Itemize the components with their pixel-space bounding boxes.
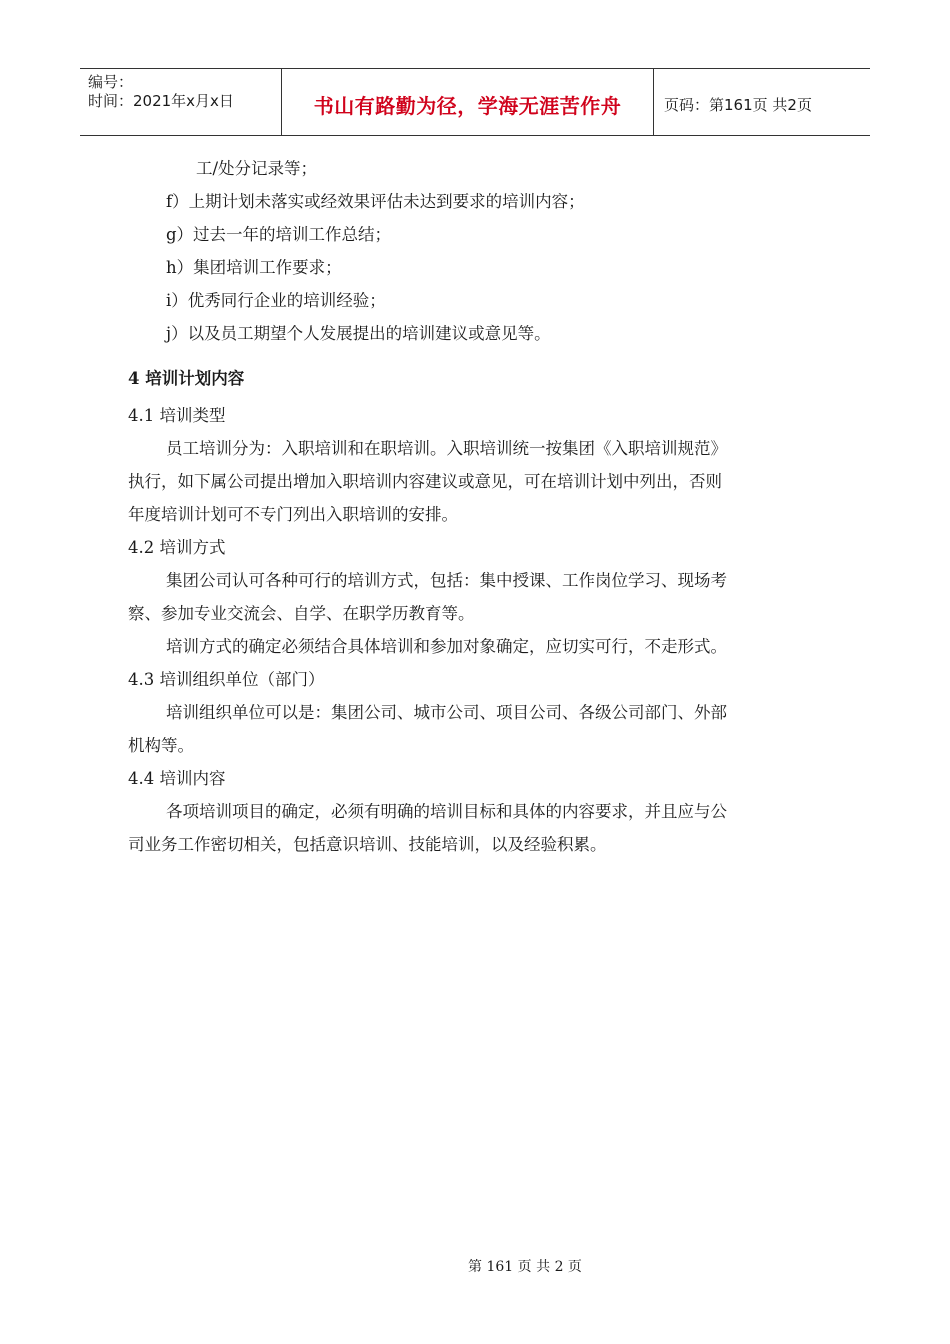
code-label: 编号： (88, 73, 134, 91)
header-motto: 书山有路勤为径，学海无涯苦作舟 (313, 93, 622, 118)
header-page-info: 页码：第161页 共2页 (664, 95, 812, 114)
list-item: j）以及员工期望个人发展提出的培训建议或意见等。 (166, 324, 551, 343)
paragraph-line: 执行，如下属公司提出增加入职培训内容建议或意见，可在培训计划中列出，否则 (128, 472, 722, 491)
time-label: 时间：2021年x月x日 (88, 92, 234, 110)
list-item: i）优秀同行企业的培训经验； (166, 291, 386, 310)
paragraph-line: 司业务工作密切相关，包括意识培训、技能培训，以及经验积累。 (128, 835, 607, 854)
header-meta (80, 69, 282, 135)
document-body (128, 152, 828, 861)
page-footer: 第 161 页 共 2 页 (468, 1259, 582, 1275)
paragraph-line: 培训组织单位可以是：集团公司、城市公司、项目公司、各级公司部门、外部 (166, 703, 727, 722)
paragraph-line: 集团公司认可各种可行的培训方式，包括：集中授课、工作岗位学习、现场考 (166, 571, 727, 590)
list-item: g）过去一年的培训工作总结； (166, 225, 392, 244)
list-item: h）集团培训工作要求； (166, 258, 342, 277)
subsection-heading: 4.4 培训内容 (128, 769, 226, 788)
subsection-heading: 4.3 培训组织单位（部门） (128, 670, 325, 689)
section-heading: 4 培训计划内容 (128, 369, 245, 388)
subsection-heading: 4.2 培训方式 (128, 538, 226, 557)
subsection-heading: 4.1 培训类型 (128, 406, 226, 425)
paragraph-line: 察、参加专业交流会、自学、在职学历教育等。 (128, 604, 475, 623)
paragraph-line: 机构等。 (128, 736, 194, 755)
paragraph-line: 年度培训计划可不专门列出入职培训的安排。 (128, 505, 458, 524)
document-header (80, 68, 870, 136)
paragraph-line: 培训方式的确定必须结合具体培训和参加对象确定，应切实可行，不走形式。 (166, 637, 727, 656)
list-continuation: 工/处分记录等； (196, 159, 318, 178)
list-item: f）上期计划未落实或经效果评估未达到要求的培训内容； (166, 192, 585, 211)
paragraph-line: 员工培训分为：入职培训和在职培训。入职培训统一按集团《入职培训规范》 (166, 439, 727, 458)
paragraph-line: 各项培训项目的确定，必须有明确的培训目标和具体的内容要求，并且应与公 (166, 802, 727, 821)
header-motto-cell (282, 69, 654, 135)
